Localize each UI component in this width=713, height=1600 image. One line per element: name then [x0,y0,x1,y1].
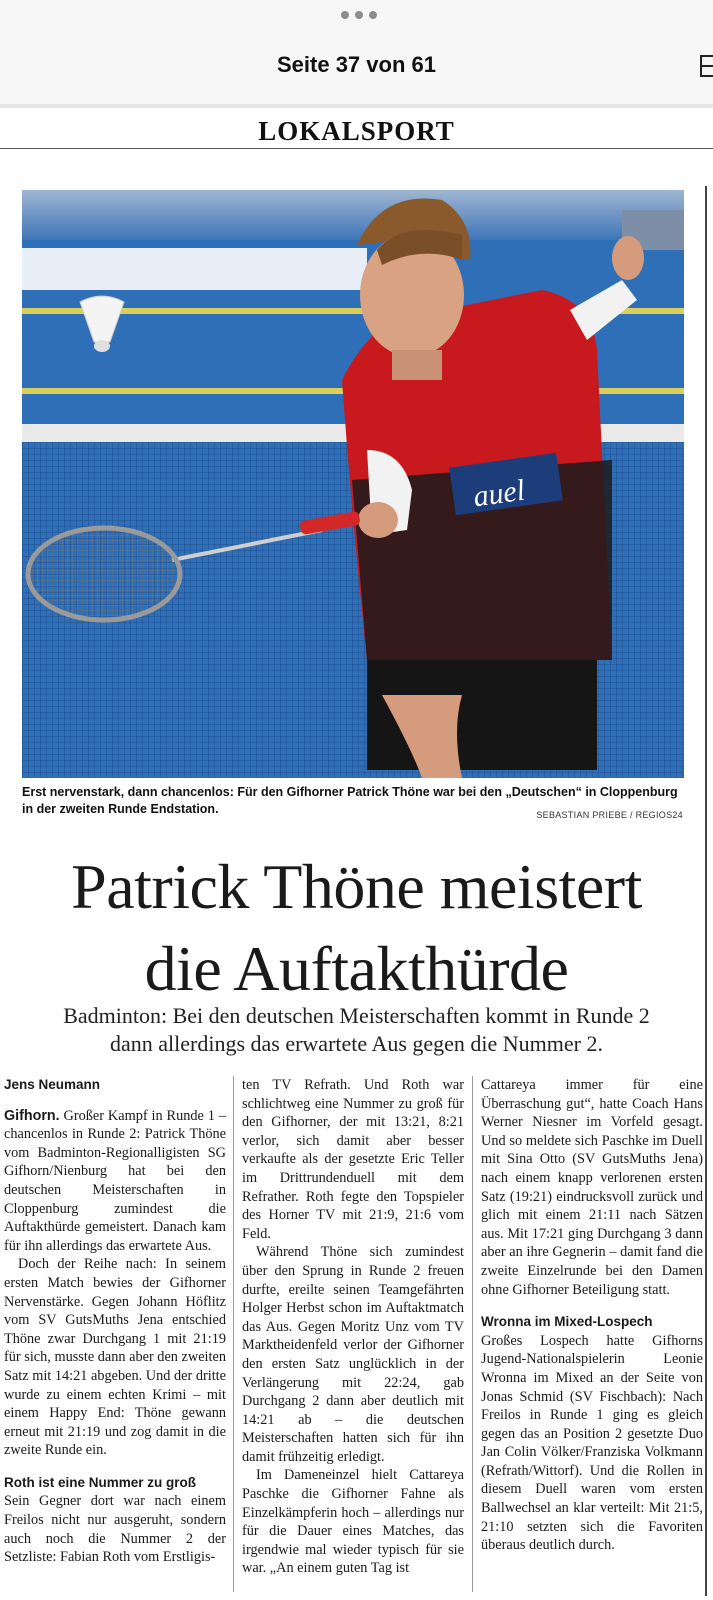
column-divider [472,1076,473,1592]
subheadline-line: Badminton: Bei den deutschen Meisterschaften kommt in Runde 2 [63,1003,650,1028]
paragraph: Doch der Reihe nach: In seinem ersten Match bewies der Gifhorner Nervenstärke. Gegen Johann Höflitz vom SV GutsMuths Jena entschied Thöne zwar Durchgang 1 mit 21:19 für sich, musste dann aber den zweiten Satz mit 14:21 abgeben. Und der dritte wurde zu einem echten Krimi – mit einem Happy End: Thöne gewann erneut mit 21:19 und zog damit in die zweite Runde ein. [4,1256,226,1459]
paragraph: Cattareya immer für eine Überraschung gut“, hatte Coach Hans Werner Niesner im Vorfeld gesagt. Und so meldete sich Paschke im Duell mit Sina Otto (SV GutsMuths Jena) nach einem knapp verlorenen ersten Satz (19:21) eindrucksvoll zurück und glich mit einem 21:11 nach Sätzen aus. Mit 17:21 ging Durchgang 3 dann aber an ihre Gegnerin – damit fand die zweite Einzelrunde bei den Damen ohne Gifhorner Beteiligung statt. [481,1077,703,1298]
divider [0,104,713,108]
article-column-3 [481,1076,703,1555]
subheadline-line: dann allerdings das erwartete Aus gegen die Nummer 2. [109,1031,603,1056]
share-icon[interactable] [700,52,713,78]
section-rule [0,148,713,149]
photo-caption: Erst nervenstark, dann chancenlos: Für den Gifhorner Patrick Thöne war bei den „Deutschen“ in Cloppenburg in der zweiten Runde Endstation. [22,785,678,816]
paragraph-text: Großer Kampf in Runde 1 – chancenlos in Runde 2: Patrick Thöne vom Badminton-Regionalligisten SG Gifhorn/Nienburg hat bei den deutschen Meisterschaften in Cloppenburg zumindest die Auftakthürde gemeistert. Danach kam für ihn allerdings das erwartete Aus. [4,1107,227,1254]
photo-credit: SEBASTIAN PRIEBE / REGIOS24 [536,810,683,820]
author-byline: Jens Neumann [4,1077,101,1092]
viewer-top-bar [0,0,713,105]
article-column-1 [4,1076,226,1567]
shirt-sponsor: auel [471,473,527,514]
headline-line: die Auftakthürde [144,933,569,1004]
article-headline [0,846,713,1010]
badminton-player-photo [22,190,684,778]
article-subheading: Wronna im Mixed-Lospech [481,1314,653,1330]
column-divider [233,1076,234,1592]
headline-line: Patrick Thöne meistert [71,851,642,922]
section-title: LOKALSPORT [258,116,455,146]
article-column-2 [242,1076,464,1578]
article-subheading: Roth ist eine Nummer zu groß [4,1474,197,1490]
paragraph [4,1107,226,1256]
page-indicator: Seite 37 von 61 [277,52,436,77]
paragraph: Großes Lospech hatte Gifhorns Jugend-Nationalspielerin Leonie Wronna im Mixed an der Seite von Jonas Schmid (SV Fischbach): Nach Freilos in Runde 1 ging es gleich gegen das an Position 2 gesetzte Duo Jan Colin Völker/Franziska Volkmann (Refrath/Wittorf). Und die Rollen in diesem Duell waren vom ersten Ballwechsel an klar verteilt: Mit 21:5, 21:10 setzten sich die Favoriten überaus deutlich durch. [481,1332,703,1554]
dateline: Gifhorn. [4,1107,60,1124]
paragraph: ten TV Refrath. Und Roth war schlichtweg eine Nummer zu groß für den Gifhorner, der mit 13:21, 8:21 verlor, sich damit aber besser verkaufte als der gesetzte Eric Teller im Drittrundenduell mit dem Refrather. Roth fegte den Topspieler des Horner TV mit 21:9, 21:6 vom Feld. [242,1077,464,1242]
more-dots-icon[interactable] [341,10,377,20]
article-subheadline [0,1002,713,1058]
paragraph: Im Dameneinzel hielt Cattareya Paschke die Gifhorner Fahne als Einzelkämpferin hoch – allerdings nur für die Dauer eines Matches, das irgendwie mal wieder typisch für sie war. „An einem guten Tag ist [242,1467,464,1577]
paragraph: Sein Gegner dort war nach einem Freilos nicht nur ausgeruht, sondern auch noch die Nummer 2 der Setzliste: Fabian Roth vom Erstligis- [4,1493,226,1566]
paragraph: Während Thöne sich zumindest über den Sprung in Runde 2 freuen durfte, ereilte seinen Teamgefährten Holger Herbst schon im Auftaktmatch das Aus. Gegen Moritz Unz vom TV Marktheidenfeld verlor der Gifhorner den ersten Satz unglücklich in der Verlängerung mit 22:24, gab Durchgang 2 dann aber deutlich mit 14:21 ab – die deutschen Meisterschaften hatten sich für ihn damit frühzeitig erledigt. [242,1244,464,1465]
